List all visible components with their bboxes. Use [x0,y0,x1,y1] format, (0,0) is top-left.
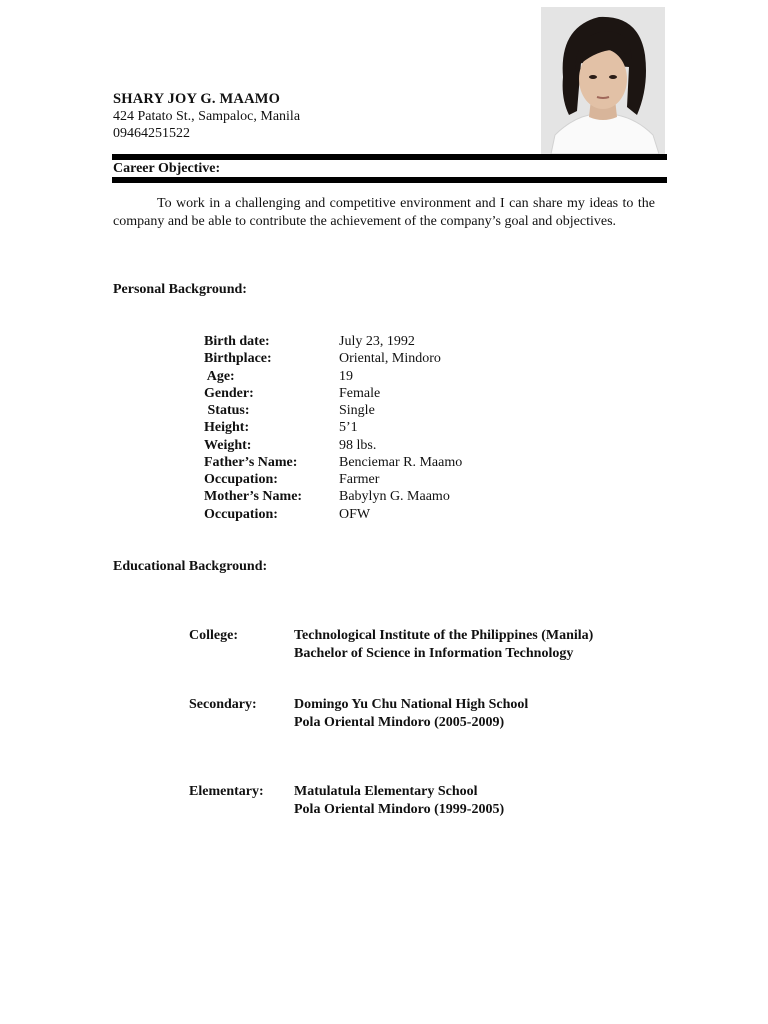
education-level-label: Secondary: [189,697,257,712]
detail-row [204,507,524,525]
person-portrait-icon [541,7,665,154]
detail-value: 19 [339,369,353,384]
detail-row [204,386,524,404]
detail-label: Height: [204,420,250,435]
detail-row [204,351,524,369]
detail-value: July 23, 1992 [339,334,415,349]
detail-value: 5’1 [339,420,358,435]
education-level-label: Elementary: [189,784,264,799]
career-objective-text: To work in a challenging and competitive environment and I can share my ideas to the company and be able to contribute the achievement of the company’s goal and objectives. [113,196,655,229]
school-detail: Bachelor of Science in Information Technology [294,646,574,661]
detail-label: Father’s Name: [204,455,298,470]
detail-value: Single [339,403,375,418]
detail-value: Benciemar R. Maamo [339,455,463,470]
personal-background-heading: Personal Background: [113,282,247,297]
education-level-label: College: [189,628,238,643]
detail-row [204,403,524,421]
header-rule-top [112,154,667,160]
career-objective-heading: Career Objective: [113,161,221,176]
school-name: Technological Institute of the Philippines (Manila) [294,628,594,643]
detail-row [204,489,524,507]
detail-row [204,438,524,456]
detail-value: 98 lbs. [339,438,377,453]
header-rule-bottom [112,177,667,183]
school-name: Domingo Yu Chu National High School [294,697,529,712]
school-detail: Pola Oriental Mindoro (2005-2009) [294,715,505,730]
educational-background-heading: Educational Background: [113,559,268,574]
school-name: Matulatula Elementary School [294,784,478,799]
applicant-phone: 09464251522 [113,126,190,141]
detail-row [204,472,524,490]
detail-value: Babylyn G. Maamo [339,489,450,504]
detail-row [204,420,524,438]
detail-value: Farmer [339,472,380,487]
applicant-name: SHARY JOY G. MAAMO [113,91,281,107]
detail-row [204,455,524,473]
detail-value: OFW [339,507,371,522]
detail-label: Weight: [204,438,252,453]
detail-value: Female [339,386,381,401]
school-detail: Pola Oriental Mindoro (1999-2005) [294,802,505,817]
detail-label: Status: [204,403,250,418]
detail-value: Oriental, Mindoro [339,351,441,366]
detail-label: Mother’s Name: [204,489,303,504]
detail-label: Occupation: [204,472,278,487]
detail-label: Birth date: [204,334,270,349]
detail-label: Occupation: [204,507,278,522]
detail-label: Age: [204,369,235,384]
applicant-address: 424 Patato St., Sampaloc, Manila [113,109,301,124]
detail-row [204,369,524,387]
applicant-photo [541,7,665,154]
detail-label: Birthplace: [204,351,272,366]
detail-label: Gender: [204,386,254,401]
detail-row [204,334,524,352]
